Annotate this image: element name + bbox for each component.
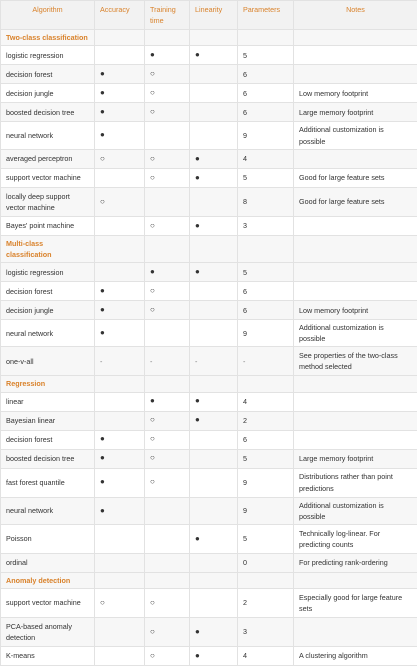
cell-parameters: 9 — [238, 497, 294, 524]
cell-algorithm: decision forest — [1, 282, 95, 301]
cell-accuracy: ○ — [95, 187, 145, 216]
cell-algorithm: neural network — [1, 497, 95, 524]
cell-training-time: ○ — [145, 430, 190, 449]
cell-training-time: ○ — [145, 149, 190, 168]
cell-parameters: 5 — [238, 263, 294, 282]
cell-training-time: ○ — [145, 84, 190, 103]
cell-accuracy — [95, 46, 145, 65]
cell-algorithm: ordinal — [1, 553, 95, 572]
section-empty-cell — [145, 572, 190, 588]
section-empty-cell — [145, 376, 190, 392]
cell-parameters: - — [238, 347, 294, 376]
cell-parameters: 5 — [238, 449, 294, 468]
cell-linearity: ● — [190, 524, 238, 553]
cell-algorithm: locally deep support vector machine — [1, 187, 95, 216]
cell-parameters: 3 — [238, 216, 294, 235]
table-row — [1, 320, 417, 347]
cell-accuracy — [95, 216, 145, 235]
cell-linearity — [190, 103, 238, 122]
cell-notes — [294, 430, 417, 449]
cell-notes — [294, 263, 417, 282]
cell-training-time: ○ — [145, 449, 190, 468]
cell-accuracy: ● — [95, 468, 145, 497]
cell-parameters: 3 — [238, 618, 294, 647]
section-empty-cell — [145, 235, 190, 262]
cell-accuracy — [95, 392, 145, 411]
section-header-row — [1, 572, 417, 588]
section-header-row — [1, 376, 417, 392]
cell-accuracy — [95, 168, 145, 187]
cell-parameters: 4 — [238, 647, 294, 666]
cell-accuracy — [95, 647, 145, 666]
cell-parameters: 9 — [238, 122, 294, 149]
cell-linearity — [190, 553, 238, 572]
cell-notes — [294, 216, 417, 235]
cell-linearity: ● — [190, 216, 238, 235]
cell-notes: Large memory footprint — [294, 103, 417, 122]
cell-parameters: 2 — [238, 411, 294, 430]
cell-algorithm: logistic regression — [1, 46, 95, 65]
table-row — [1, 216, 417, 235]
section-empty-cell — [238, 376, 294, 392]
cell-algorithm: boosted decision tree — [1, 449, 95, 468]
cell-training-time: ○ — [145, 589, 190, 618]
cell-training-time — [145, 524, 190, 553]
cell-parameters: 5 — [238, 46, 294, 65]
section-header-row — [1, 30, 417, 46]
table-row — [1, 468, 417, 497]
cell-linearity — [190, 468, 238, 497]
cell-parameters: 5 — [238, 524, 294, 553]
table-row — [1, 347, 417, 376]
cell-notes: Good for large feature sets — [294, 168, 417, 187]
cell-algorithm: neural network — [1, 122, 95, 149]
cell-training-time: ○ — [145, 647, 190, 666]
cell-accuracy: ● — [95, 122, 145, 149]
section-empty-cell — [95, 572, 145, 588]
cell-algorithm: support vector machine — [1, 589, 95, 618]
section-empty-cell — [294, 572, 417, 588]
cell-linearity: ● — [190, 263, 238, 282]
table-row — [1, 84, 417, 103]
table-row — [1, 187, 417, 216]
section-empty-cell — [190, 30, 238, 46]
cell-parameters: 6 — [238, 84, 294, 103]
section-empty-cell — [238, 30, 294, 46]
cell-notes: Additional customization is possible — [294, 320, 417, 347]
cell-linearity — [190, 449, 238, 468]
section-empty-cell — [238, 235, 294, 262]
cell-parameters: 2 — [238, 589, 294, 618]
cell-parameters: 6 — [238, 103, 294, 122]
cell-accuracy: ● — [95, 84, 145, 103]
cell-notes: A clustering algorithm — [294, 647, 417, 666]
cell-algorithm: logistic regression — [1, 263, 95, 282]
table-row — [1, 263, 417, 282]
cell-training-time: ○ — [145, 65, 190, 84]
cell-notes — [294, 392, 417, 411]
table-row — [1, 497, 417, 524]
cell-accuracy: ● — [95, 449, 145, 468]
cell-notes: Technically log-linear. For predicting counts — [294, 524, 417, 553]
cell-parameters: 8 — [238, 187, 294, 216]
table-row — [1, 122, 417, 149]
section-empty-cell — [95, 376, 145, 392]
section-empty-cell — [294, 235, 417, 262]
cell-algorithm: decision forest — [1, 430, 95, 449]
cell-notes: Additional customization is possible — [294, 122, 417, 149]
table-row — [1, 589, 417, 618]
cell-linearity: ● — [190, 149, 238, 168]
cell-parameters: 5 — [238, 168, 294, 187]
cell-linearity — [190, 282, 238, 301]
cell-accuracy: ● — [95, 320, 145, 347]
section-empty-cell — [190, 235, 238, 262]
cell-parameters: 6 — [238, 282, 294, 301]
cell-accuracy: ○ — [95, 149, 145, 168]
cell-accuracy — [95, 524, 145, 553]
cell-accuracy: - — [95, 347, 145, 376]
section-empty-cell — [238, 572, 294, 588]
cell-algorithm: decision jungle — [1, 301, 95, 320]
cell-linearity — [190, 122, 238, 149]
cell-algorithm: decision jungle — [1, 84, 95, 103]
cell-training-time: ○ — [145, 168, 190, 187]
cell-linearity — [190, 84, 238, 103]
section-empty-cell — [145, 30, 190, 46]
cell-parameters: 6 — [238, 430, 294, 449]
cell-notes — [294, 65, 417, 84]
table-row — [1, 149, 417, 168]
table-row — [1, 411, 417, 430]
cell-notes — [294, 282, 417, 301]
header-row — [1, 1, 417, 30]
table-row — [1, 282, 417, 301]
section-title: Two-class classification — [1, 30, 95, 46]
cell-linearity — [190, 187, 238, 216]
cell-algorithm: support vector machine — [1, 168, 95, 187]
cell-notes — [294, 618, 417, 647]
cell-linearity — [190, 497, 238, 524]
table-row — [1, 46, 417, 65]
cell-linearity — [190, 65, 238, 84]
section-empty-cell — [95, 235, 145, 262]
cell-notes: Distributions rather than point predictions — [294, 468, 417, 497]
cell-algorithm: Bayesian linear — [1, 411, 95, 430]
cell-accuracy — [95, 553, 145, 572]
table-header — [1, 1, 417, 30]
cell-algorithm: fast forest quantile — [1, 468, 95, 497]
cell-parameters: 6 — [238, 301, 294, 320]
cell-notes: Low memory footprint — [294, 301, 417, 320]
cell-linearity — [190, 430, 238, 449]
table-row — [1, 618, 417, 647]
cell-algorithm: neural network — [1, 320, 95, 347]
cell-notes: See properties of the two-class method selected — [294, 347, 417, 376]
cell-algorithm: one-v-all — [1, 347, 95, 376]
section-empty-cell — [190, 376, 238, 392]
cell-algorithm: PCA-based anomaly detection — [1, 618, 95, 647]
cell-parameters: 9 — [238, 468, 294, 497]
cell-notes: Low memory footprint — [294, 84, 417, 103]
table-body — [1, 30, 417, 666]
header-training-time: Training time — [145, 1, 190, 30]
cell-training-time: ● — [145, 263, 190, 282]
cell-algorithm: linear — [1, 392, 95, 411]
cell-parameters: 9 — [238, 320, 294, 347]
cell-training-time — [145, 122, 190, 149]
cell-accuracy: ● — [95, 430, 145, 449]
cell-linearity: ● — [190, 647, 238, 666]
cell-notes: Additional customization is possible — [294, 497, 417, 524]
cell-notes: Large memory footprint — [294, 449, 417, 468]
section-title: Regression — [1, 376, 95, 392]
cell-training-time: ○ — [145, 103, 190, 122]
table-row — [1, 65, 417, 84]
section-title: Multi-class classification — [1, 235, 95, 262]
cell-algorithm: boosted decision tree — [1, 103, 95, 122]
header-linearity: Linearity — [190, 1, 238, 30]
cell-notes: Good for large feature sets — [294, 187, 417, 216]
cell-algorithm: Poisson — [1, 524, 95, 553]
cell-notes — [294, 411, 417, 430]
cell-linearity: ● — [190, 392, 238, 411]
cell-accuracy — [95, 263, 145, 282]
section-empty-cell — [95, 30, 145, 46]
cell-algorithm: K-means — [1, 647, 95, 666]
cell-algorithm: Bayes' point machine — [1, 216, 95, 235]
cell-parameters: 4 — [238, 392, 294, 411]
section-empty-cell — [294, 30, 417, 46]
cell-accuracy: ● — [95, 497, 145, 524]
table-row — [1, 553, 417, 572]
header-parameters: Parameters — [238, 1, 294, 30]
cell-linearity: ● — [190, 168, 238, 187]
cell-training-time: - — [145, 347, 190, 376]
cell-linearity — [190, 589, 238, 618]
section-title: Anomaly detection — [1, 572, 95, 588]
cell-accuracy: ● — [95, 282, 145, 301]
cell-linearity: - — [190, 347, 238, 376]
cell-algorithm: averaged perceptron — [1, 149, 95, 168]
section-empty-cell — [294, 376, 417, 392]
cell-accuracy: ● — [95, 65, 145, 84]
table-row — [1, 524, 417, 553]
header-notes: Notes — [294, 1, 417, 30]
cell-accuracy — [95, 618, 145, 647]
cell-linearity: ● — [190, 46, 238, 65]
cell-linearity: ● — [190, 618, 238, 647]
cell-parameters: 4 — [238, 149, 294, 168]
cell-notes — [294, 46, 417, 65]
table-row — [1, 168, 417, 187]
header-accuracy: Accuracy — [95, 1, 145, 30]
cell-training-time: ○ — [145, 282, 190, 301]
cell-accuracy — [95, 411, 145, 430]
cell-training-time: ○ — [145, 301, 190, 320]
cell-training-time: ○ — [145, 468, 190, 497]
cell-accuracy: ○ — [95, 589, 145, 618]
cell-notes: For predicting rank-ordering — [294, 553, 417, 572]
cell-training-time — [145, 553, 190, 572]
table-row — [1, 449, 417, 468]
cell-parameters: 6 — [238, 65, 294, 84]
cell-linearity: ● — [190, 411, 238, 430]
table-row — [1, 103, 417, 122]
table-row — [1, 647, 417, 666]
cell-training-time: ○ — [145, 216, 190, 235]
cell-parameters: 0 — [238, 553, 294, 572]
table-row — [1, 392, 417, 411]
header-algorithm: Algorithm — [1, 1, 95, 30]
cell-accuracy: ● — [95, 301, 145, 320]
cell-training-time: ○ — [145, 411, 190, 430]
table-row — [1, 301, 417, 320]
cell-training-time — [145, 320, 190, 347]
cell-training-time — [145, 187, 190, 216]
cell-linearity — [190, 320, 238, 347]
cell-training-time — [145, 497, 190, 524]
section-header-row — [1, 235, 417, 262]
section-empty-cell — [190, 572, 238, 588]
cell-accuracy: ● — [95, 103, 145, 122]
cell-notes — [294, 149, 417, 168]
cell-notes: Especially good for large feature sets — [294, 589, 417, 618]
table-row — [1, 430, 417, 449]
cell-training-time: ● — [145, 392, 190, 411]
cell-algorithm: decision forest — [1, 65, 95, 84]
cell-training-time: ● — [145, 46, 190, 65]
cell-training-time: ○ — [145, 618, 190, 647]
cell-linearity — [190, 301, 238, 320]
